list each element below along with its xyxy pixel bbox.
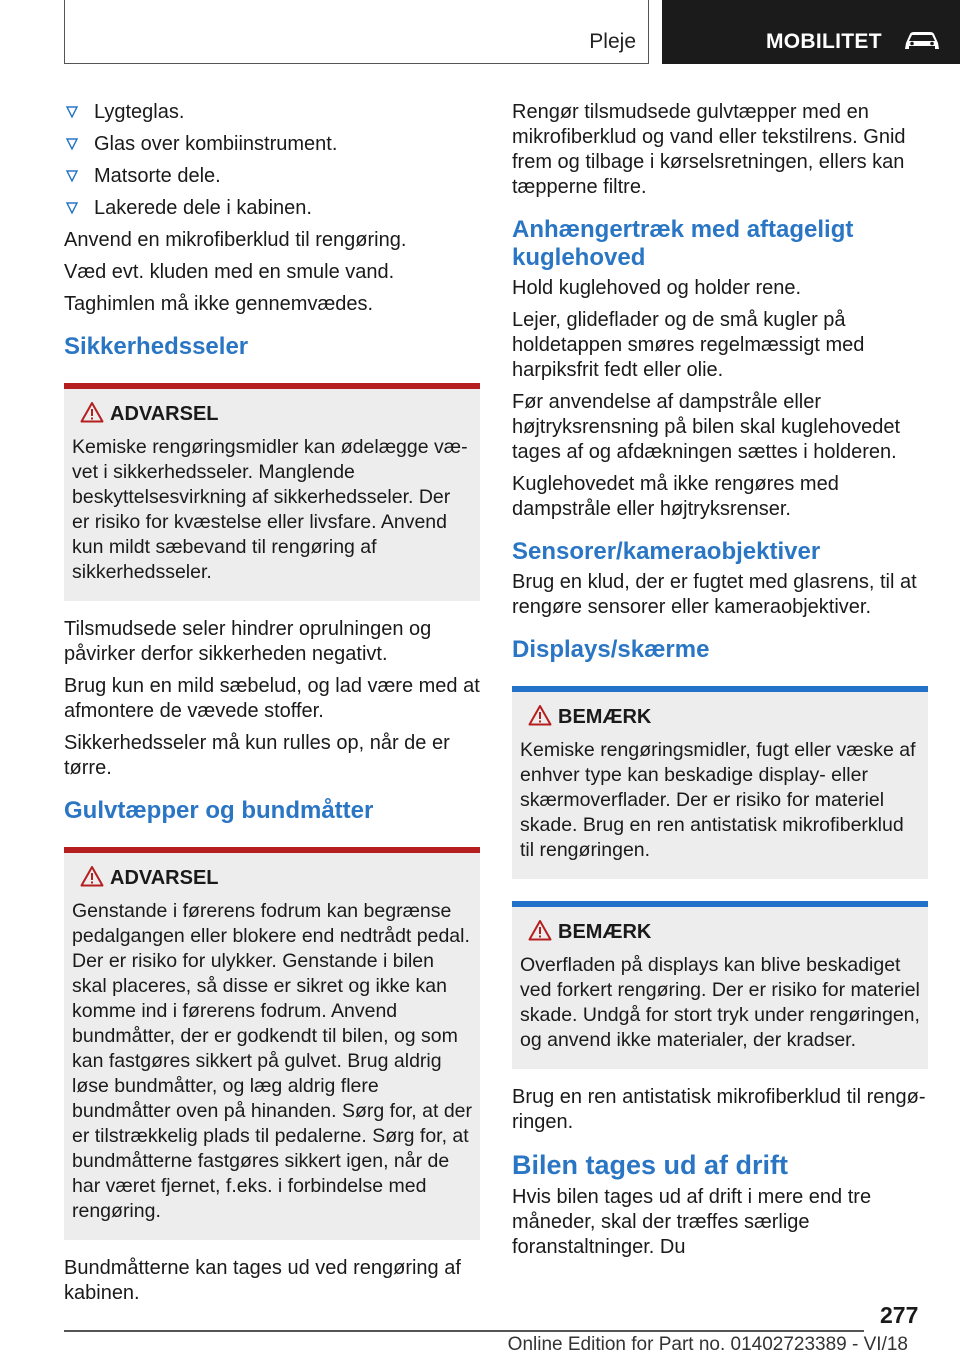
play-triangle-icon: [66, 138, 78, 150]
heading-tow-hitch: Anhængertræk med aftageligt kuglehoved: [512, 216, 854, 271]
right-column: [512, 100, 928, 1267]
left-column: [64, 100, 480, 1313]
heading-sensors: Sensorer/kameraobjektiver: [512, 538, 821, 565]
warning-box: [64, 383, 480, 601]
warning-text: Genstande i førerens fodrum kan begrænse pedalgangen eller blokere end nedtrådt pedal. Der er risiko for ulykker. Genstande i bilen skal placeres, så disse er sikret og ikke kan komme ind i førerens fodrum. Anvend bundmåtter, der er godkendt til bilen, og som kan fastgøres sikkert på gulvet. Brug aldrig løse bundmåtter, og læg aldrig flere bundmåtter oven på hinanden. Sørg for, at der er tilstrækkelig plads til pedalerne. Sørg for, at bundmåtterne fastgøres sikkert igen, når de har været fjernet, f.eks. i forbindelse med rengøring.: [72, 900, 473, 1222]
page-number: 277: [880, 1302, 919, 1328]
paragraph: Væd evt. kluden med en smule vand.: [64, 261, 395, 283]
heading-floor-mats: Gulvtæpper og bundmåtter: [64, 797, 374, 824]
header-chapter-title: MOBILITET: [766, 30, 882, 53]
note-label: BEMÆRK: [558, 921, 652, 943]
play-triangle-icon: [66, 106, 78, 118]
warning-triangle-icon: [80, 401, 104, 423]
list-item-text: Matsorte dele.: [94, 165, 221, 187]
header-section-title: Pleje: [589, 30, 636, 53]
paragraph: Tilsmudsede seler hindrer oprulningen og påvirker derfor sikkerheden negativt.: [64, 618, 432, 665]
note-label: BEMÆRK: [558, 706, 652, 728]
heading-storage: Bilen tages ud af drift: [512, 1150, 789, 1180]
list-item-text: Lakerede dele i kabinen.: [94, 197, 312, 219]
paragraph: Hold kuglehoved og holder rene.: [512, 277, 802, 299]
paragraph: Brug en klud, der er fugtet med glasrens, til at rengøre sensorer eller kameraobjektiver.: [512, 571, 917, 618]
warning-label: ADVARSEL: [110, 867, 219, 889]
heading-seat-belts: Sikkerhedsseler: [64, 333, 249, 360]
warning-title: [72, 401, 472, 427]
warning-box: [64, 847, 480, 1240]
header-chapter-box: [662, 0, 960, 64]
warning-title: [72, 865, 472, 891]
warning-text: Kemiske rengøringsmidler kan ødelægge vævet i sikkerhedsseler. Manglende beskyttelsesvirkning af sikkerhedsseler. Der er risiko for kvæstelse eller livsfare. Anvend kun mildt sæbevand til rengøring af sikkerhedsseler.: [72, 436, 468, 583]
warning-triangle-icon: [80, 865, 104, 887]
car-icon: [902, 29, 942, 53]
list-item: [64, 164, 480, 189]
footer-divider: [64, 1330, 864, 1332]
warning-label: ADVARSEL: [110, 403, 219, 425]
play-triangle-icon: [66, 202, 78, 214]
header-section-box: [64, 0, 649, 64]
list-item-text: Glas over kombiinstrument.: [94, 133, 338, 155]
paragraph: Brug en ren antistatisk mikrofiberklud til rengøringen.: [512, 1086, 926, 1133]
cleaning-item-list: [64, 100, 480, 221]
note-box: [512, 901, 928, 1069]
paragraph: Taghimlen må ikke gennemvædes.: [64, 293, 374, 315]
paragraph: Lejer, glideflader og de små kugler på holdetappen smøres regelmæssigt med harpiksfrit fedt eller olie.: [512, 309, 865, 381]
paragraph: Brug kun en mild sæbelud, og lad være med at afmontere de vævede stoffer.: [64, 675, 480, 722]
play-triangle-icon: [66, 170, 78, 182]
warning-triangle-icon: [528, 919, 552, 941]
heading-displays: Displays/skærme: [512, 636, 710, 663]
paragraph: Sikkerhedsseler må kun rulles op, når de er tørre.: [64, 732, 450, 779]
paragraph: Bundmåtterne kan tages ud ved rengøring af kabinen.: [64, 1257, 461, 1304]
note-text: Overfladen på displays kan blive beskadiget ved forkert rengøring. Der er risiko for materiel skade. Undgå for stort tryk under rengøringen, og anvend ikke materialer, der kradser.: [520, 954, 920, 1051]
list-item: [64, 132, 480, 157]
paragraph: Kuglehovedet må ikke rengøres med dampstråle eller højtryksrenser.: [512, 473, 839, 520]
note-title: [520, 704, 920, 730]
list-item: [64, 196, 480, 221]
note-title: [520, 919, 920, 945]
warning-triangle-icon: [528, 704, 552, 726]
paragraph: Før anvendelse af dampstråle eller højtryksrensning på bilen skal kuglehovedet tages af og afdækningen sættes i holderen.: [512, 391, 900, 463]
note-text: Kemiske rengøringsmidler, fugt eller væske af enhver type kan beskadige display- eller skærmoverflader. Der er risiko for materiel skade. Brug en ren antistatisk mikrofiberklud til rengøringen.: [520, 739, 916, 861]
paragraph: Rengør tilsmudsede gulvtæpper med en mikrofiberklud og vand eller tekstilrens. Gnid frem og tilbage i kørselsretningen, ellers kan tæpperne filtre.: [512, 101, 906, 198]
list-item: [64, 100, 480, 125]
list-item-text: Lygteglas.: [94, 101, 185, 123]
paragraph: Hvis bilen tages ud af drift i mere end tre måneder, skal der træffes særlige foranstaltninger. Du: [512, 1186, 872, 1258]
paragraph: Anvend en mikrofiberklud til rengøring.: [64, 229, 407, 251]
footer-edition: Online Edition for Part no. 01402723389 - VI/18: [507, 1334, 908, 1355]
note-box: [512, 686, 928, 879]
